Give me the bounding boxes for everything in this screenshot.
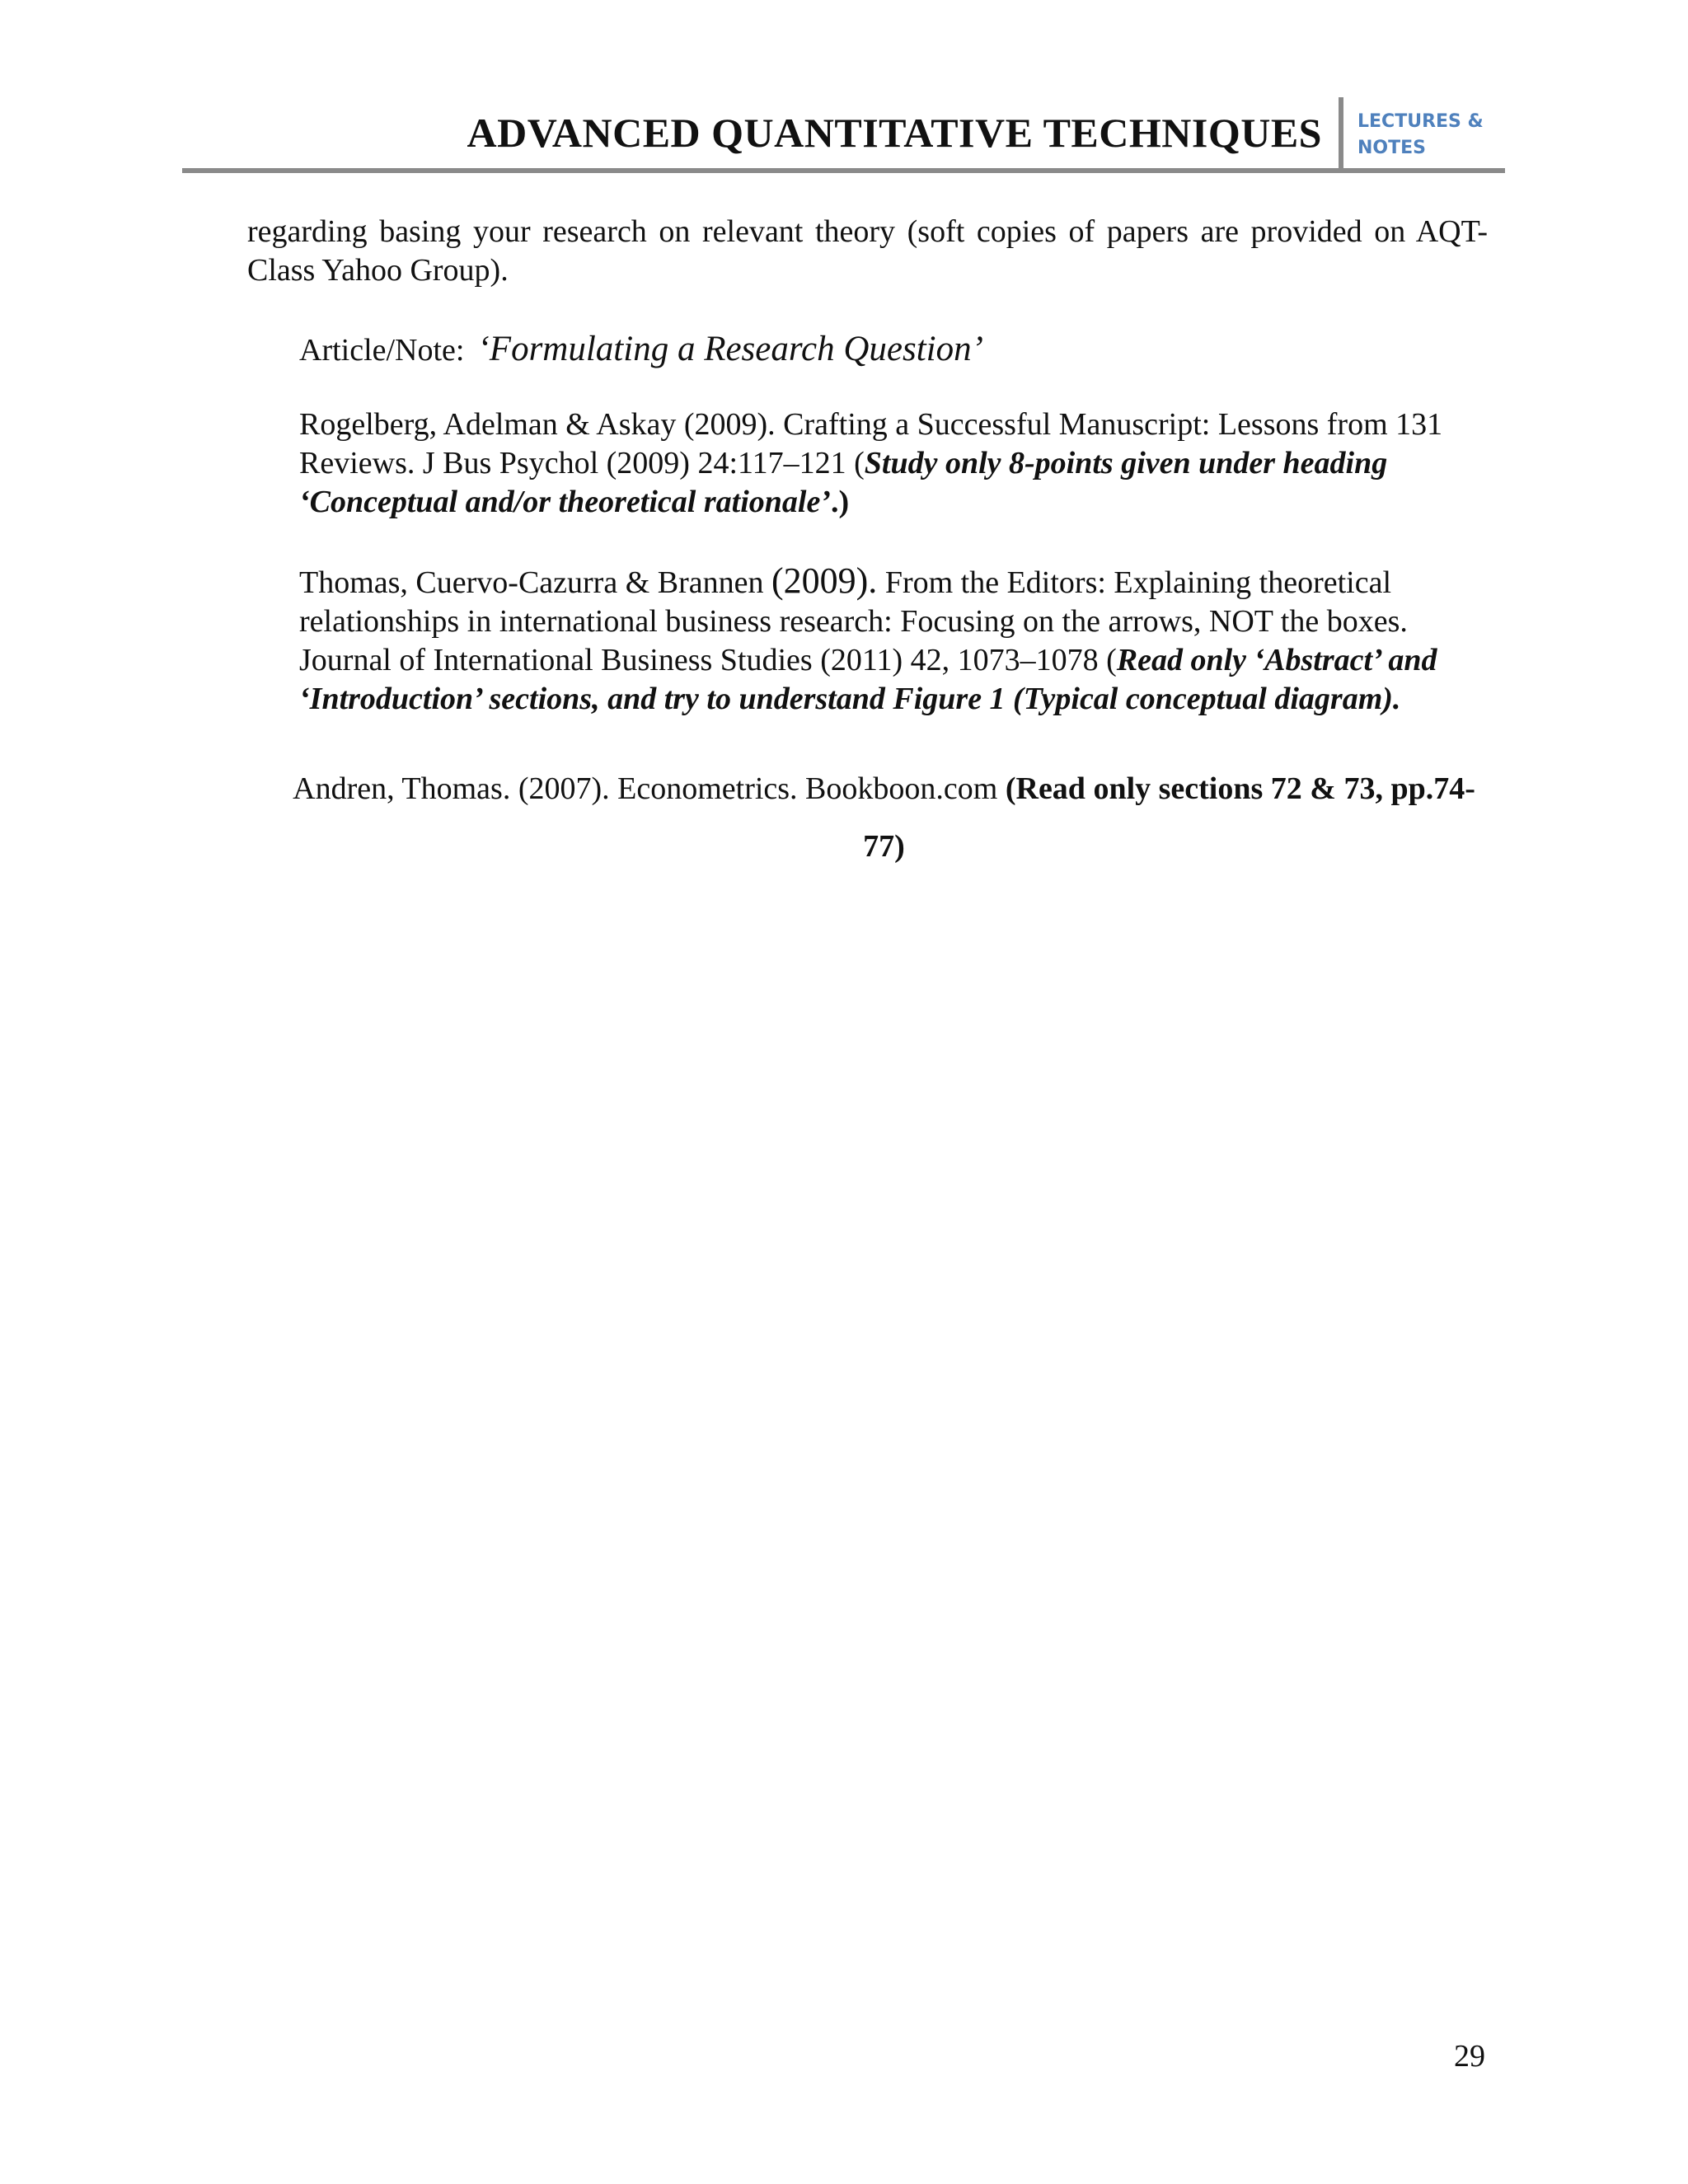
page-header [182, 97, 1505, 171]
document-title: ADVANCED QUANTITATIVE TECHNIQUES [467, 110, 1322, 156]
andren-read-note: (Read only sections 72 & 73, pp.74-77) [863, 771, 1475, 864]
page-number: 29 [1454, 2039, 1485, 2074]
section-label-line-1: LECTURES & [1357, 111, 1484, 132]
header-rule [182, 168, 1505, 173]
page-content [247, 213, 1488, 875]
rogelberg-reference [299, 405, 1488, 522]
intro-paragraph: regarding basing your research on relevant theory (soft copies of papers are provided on AQT-Class Yahoo Group). [247, 214, 1488, 288]
thomas-citation: From the Editors: Explaining theoretical relationships in international business research: Focusing on the arrows, NOT the boxes. Journal of International Business Studies (2011) 42, 1073–1078 ( [299, 565, 1408, 677]
thomas-authors: Thomas, Cuervo-Cazurra & Brannen [299, 565, 771, 600]
article-note-label: Article/Note: [299, 333, 465, 368]
andren-citation: Andren, Thomas. (2007). Econometrics. Bookboon.com [293, 771, 1006, 806]
rogelberg-citation: Rogelberg, Adelman & Askay (2009). Crafting a Successful Manuscript: Lessons from 131 Reviews. J Bus Psychol (2009) 24:117–121 ( [299, 407, 1443, 480]
section-label [1357, 109, 1498, 162]
thomas-reference [299, 561, 1488, 719]
thomas-year: (2009). [771, 560, 878, 601]
section-label-line-2: NOTES [1357, 138, 1426, 158]
header-separator [1339, 97, 1343, 170]
article-note-title: ‘Formulating a Research Question’ [477, 330, 983, 368]
article-note-reference [299, 330, 1488, 370]
rogelberg-study-note: Study only 8-points given under heading ‘Conceptual and/or theoretical rationale’ [299, 446, 1388, 519]
rogelberg-close: .) [830, 485, 850, 519]
thomas-read-note: Read only ‘Abstract’ and ‘Introduction’ sections, and try to understand Figure 1 (Typical conceptual diagram). [299, 643, 1437, 716]
andren-reference [247, 760, 1488, 875]
